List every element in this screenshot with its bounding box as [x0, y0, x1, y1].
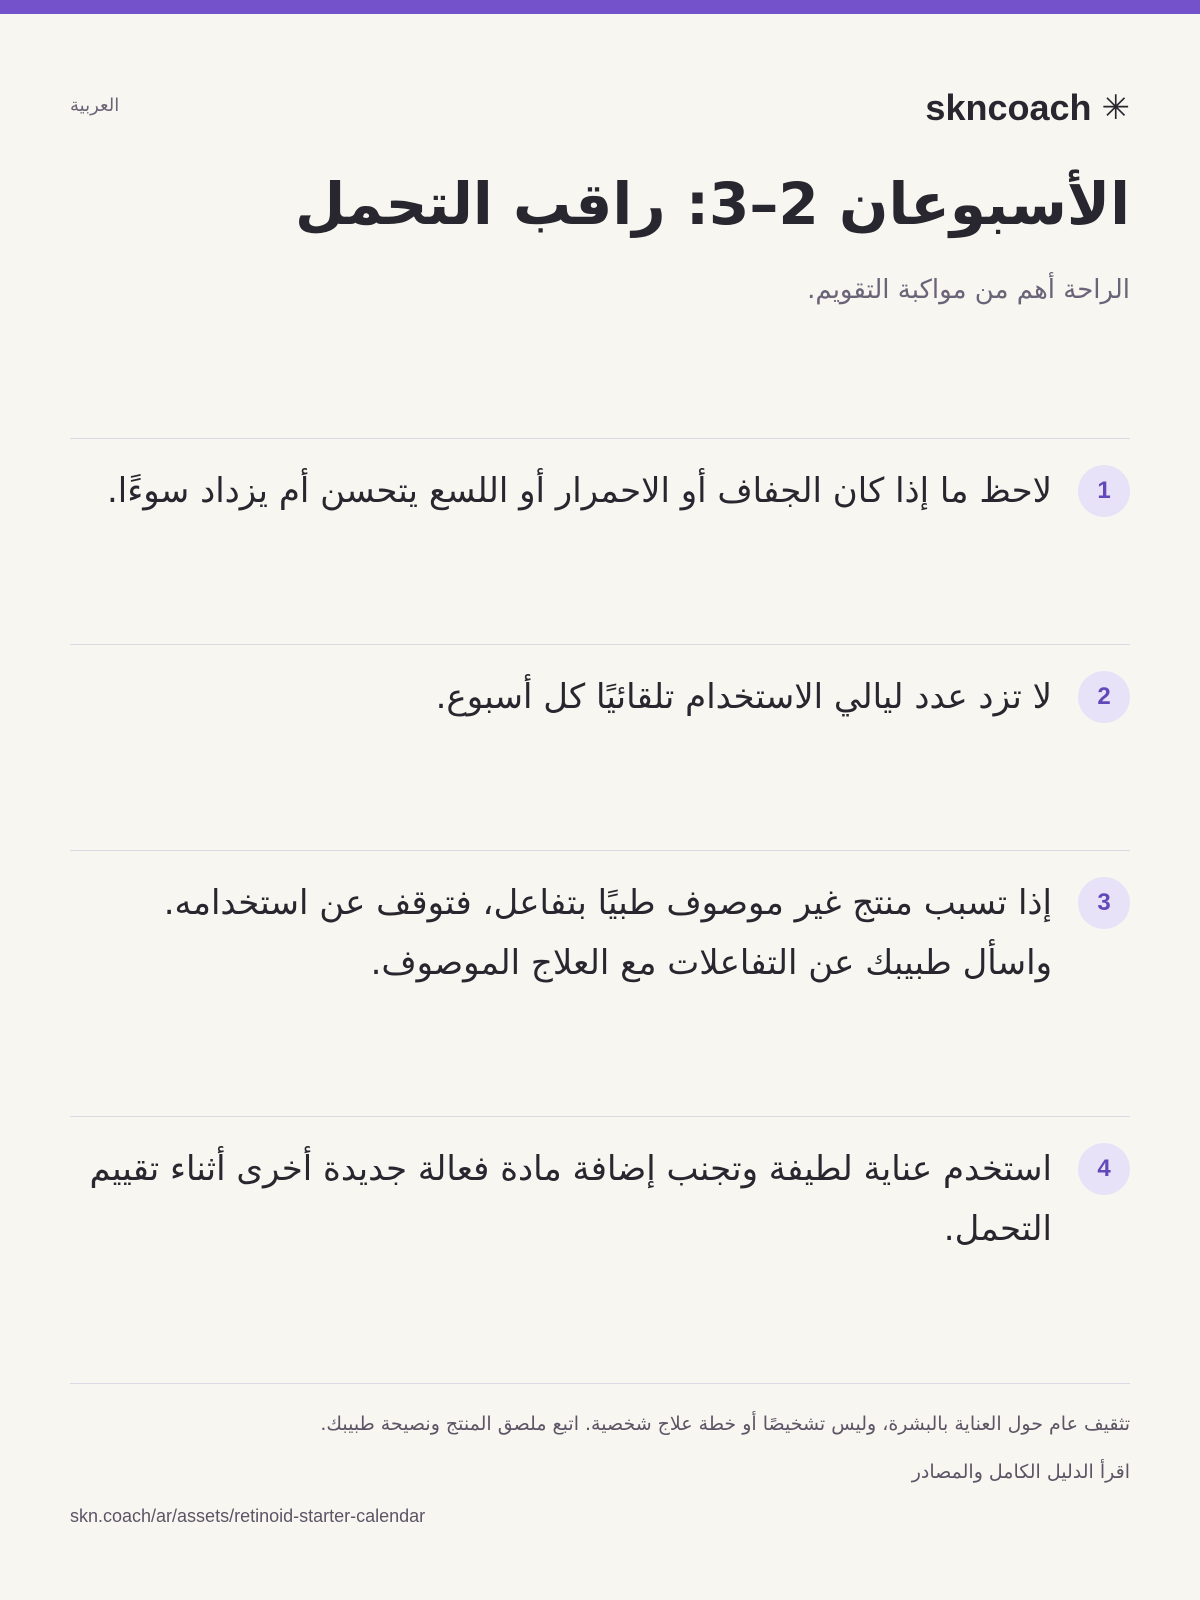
language-link[interactable]: العربية [70, 95, 120, 116]
step-number-badge: 2 [1078, 671, 1130, 723]
step-item [70, 438, 1130, 644]
step-text: لا تزد عدد ليالي الاستخدام تلقائيًا كل أسبوع. [435, 677, 1052, 717]
page-title: الأسبوعان 2–3: راقب التحمل [295, 170, 1130, 238]
step-item [70, 850, 1130, 1116]
footer-divider [70, 1383, 1130, 1384]
step-item [70, 1116, 1130, 1377]
step-text: إذا تسبب منتج غير موصوف طبيًا بتفاعل، فتوقف عن استخدامه. واسأل طبيبك عن التفاعلات مع العلاج الموصوف. [163, 883, 1052, 983]
full-guide-link[interactable]: اقرأ الدليل الكامل والمصادر [911, 1461, 1130, 1483]
accent-top-bar [0, 0, 1200, 14]
page-url[interactable]: skn.coach/ar/assets/retinoid-starter-calendar [70, 1506, 426, 1526]
page-subtitle: الراحة أهم من مواكبة التقويم. [807, 275, 1130, 305]
step-number-badge: 4 [1078, 1143, 1130, 1195]
asterisk-icon: ✳ [1101, 89, 1130, 127]
header [70, 84, 1130, 134]
step-text: لاحظ ما إذا كان الجفاف أو الاحمرار أو اللسع يتحسن أم يزداد سوءًا. [106, 471, 1052, 511]
step-item [70, 644, 1130, 850]
step-number-badge: 3 [1078, 877, 1130, 929]
brand-name: skncoach [925, 87, 1092, 128]
disclaimer-text: تثقيف عام حول العناية بالبشرة، وليس تشخيصًا أو خطة علاج شخصية. اتبع ملصق المنتج ونصيحة طبيبك. [320, 1413, 1130, 1435]
brand-logo[interactable] [925, 84, 1130, 132]
step-number-badge: 1 [1078, 465, 1130, 517]
step-text: استخدم عناية لطيفة وتجنب إضافة مادة فعالة جديدة أخرى أثناء تقييم التحمل. [89, 1149, 1052, 1249]
